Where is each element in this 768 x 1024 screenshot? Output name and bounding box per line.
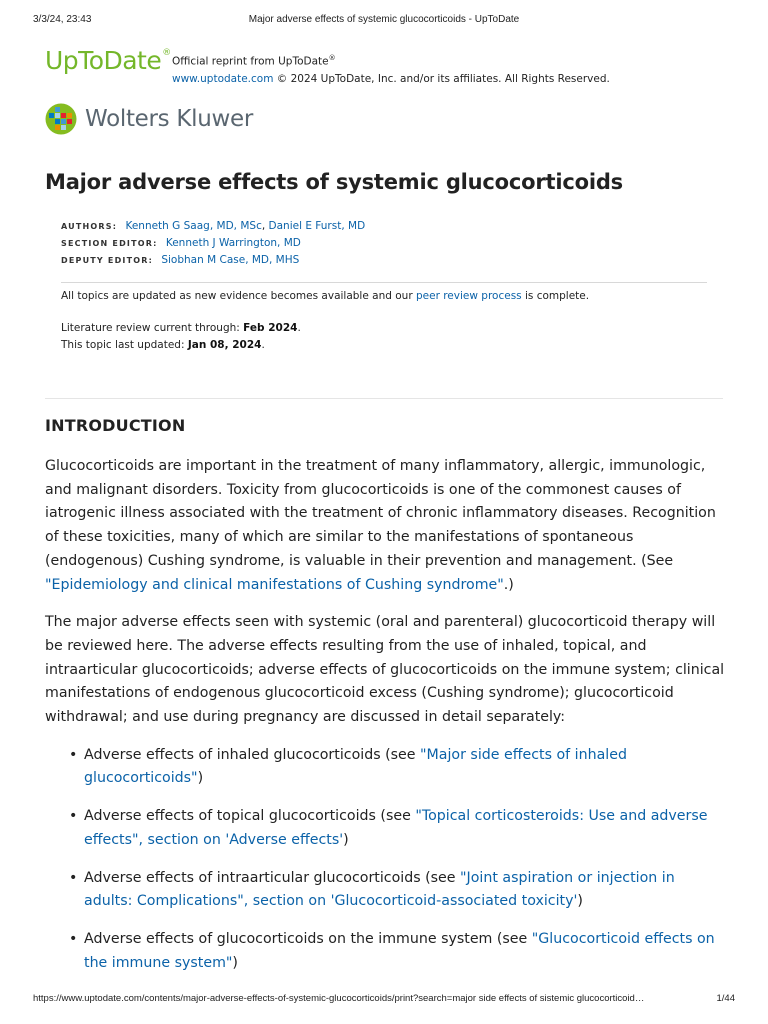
list-item-text: Adverse effects of inhaled glucocorticoids (see bbox=[84, 746, 420, 763]
introduction-content bbox=[45, 455, 725, 989]
topical-corticosteroids-link[interactable]: "Topical corticosteroids: Use and adverse effects", section on 'Adverse effects' bbox=[84, 808, 708, 848]
list-item bbox=[45, 805, 725, 852]
paragraph-text-end: .) bbox=[503, 576, 514, 593]
print-page-number: 1/44 bbox=[716, 993, 735, 1004]
section-divider bbox=[45, 398, 723, 399]
list-item-text: Adverse effects of intraarticular glucocorticoids (see bbox=[84, 869, 461, 886]
related-topics-list bbox=[45, 744, 725, 976]
deputy-editor-row bbox=[61, 252, 365, 269]
section-editor-row bbox=[61, 235, 365, 252]
print-url: https://www.uptodate.com/contents/major-adverse-effects-of-systemic-glucocorticoids/print?search=major side effects of sistemic glucocorticoid… bbox=[33, 993, 645, 1004]
lit-review-label: Literature review current through: bbox=[61, 322, 244, 334]
uptodate-logo-text: UpToDate bbox=[45, 46, 162, 75]
print-datetime: 3/3/24, 23:43 bbox=[33, 14, 92, 25]
author-link[interactable]: Daniel E Furst, MD bbox=[268, 220, 366, 232]
copyright-text: © 2024 UpToDate, Inc. and/or its affiliates. All Rights Reserved. bbox=[273, 72, 610, 85]
reprint-notice bbox=[172, 50, 610, 88]
scope-paragraph: The major adverse effects seen with systemic (oral and parenteral) glucocorticoid therapy will be reviewed here. The adverse effects resulting from the use of inhaled, topical, and intraarticular glucocorticoids; adverse effects of glucocorticoids on the immune system; clinical manifestations of endogenous glucocorticoid excess (Cushing syndrome); glucocorticoid withdrawal; and use during pregnancy are discussed in detail separately: bbox=[45, 614, 725, 726]
last-updated-label: This topic last updated: bbox=[61, 339, 188, 351]
authors-row bbox=[61, 218, 365, 235]
lit-review-date: Feb 2024 bbox=[243, 322, 298, 334]
author-separator: , bbox=[261, 220, 269, 232]
period: . bbox=[261, 339, 265, 351]
deputy-editor-label: DEPUTY EDITOR: bbox=[61, 256, 153, 265]
wolters-kluwer-logo[interactable] bbox=[45, 104, 253, 134]
bullet: • bbox=[69, 869, 78, 886]
cushing-syndrome-link[interactable]: "Epidemiology and clinical manifestations of Cushing syndrome" bbox=[45, 576, 504, 593]
divider bbox=[61, 282, 707, 283]
list-item-end: ) bbox=[343, 831, 349, 848]
article-meta bbox=[61, 218, 365, 269]
section-heading-introduction: INTRODUCTION bbox=[45, 416, 186, 435]
list-item-end: ) bbox=[197, 770, 204, 787]
authors-label: AUTHORS: bbox=[61, 222, 118, 231]
list-item bbox=[45, 928, 725, 975]
bullet: • bbox=[69, 930, 78, 947]
list-item-end: ) bbox=[232, 954, 238, 971]
list-item-text: Adverse effects of glucocorticoids on the immune system (see bbox=[84, 930, 532, 947]
print-page-title: Major adverse effects of systemic glucocorticoids - UpToDate bbox=[248, 14, 520, 25]
uptodate-logo[interactable] bbox=[45, 46, 171, 75]
reprint-registered-mark: ® bbox=[328, 54, 336, 62]
print-header bbox=[33, 14, 735, 28]
joint-aspiration-link[interactable]: "Joint aspiration or injection in adults: Complications", section on 'Glucocorticoid-associated toxicity' bbox=[84, 869, 675, 910]
deputy-editor-link[interactable]: Siobhan M Case, MD, MHS bbox=[161, 254, 300, 266]
wolters-kluwer-text: Wolters Kluwer bbox=[85, 106, 254, 132]
uptodate-site-link[interactable]: www.uptodate.com bbox=[172, 72, 274, 85]
peer-review-link[interactable]: peer review process bbox=[415, 290, 522, 302]
list-item bbox=[45, 744, 725, 791]
inhaled-glucocorticoids-link[interactable]: "Major side effects of inhaled glucocorticoids" bbox=[84, 746, 627, 787]
page-title: Major adverse effects of systemic glucocorticoids bbox=[45, 170, 623, 194]
bullet: • bbox=[69, 746, 78, 763]
update-notice bbox=[61, 290, 589, 302]
notice-text: All topics are updated as new evidence becomes available and our bbox=[61, 290, 416, 302]
print-footer bbox=[33, 993, 735, 1007]
intro-paragraph bbox=[45, 455, 725, 597]
registered-mark: ® bbox=[162, 48, 171, 58]
list-item-end: ) bbox=[577, 893, 583, 910]
section-editor-label: SECTION EDITOR: bbox=[61, 239, 158, 248]
bullet: • bbox=[69, 808, 78, 825]
last-updated-date: Jan 08, 2024 bbox=[187, 339, 262, 351]
paragraph-text: Glucocorticoids are important in the treatment of many inflammatory, allergic, immunologic, and malignant disorders. Toxicity from glucocorticoids is one of the commonest causes of iatrogenic illness associated with the treatment of chronic inflammatory diseases. Recognition of these toxicities, many of which are similar to the manifestations of spontaneous (endogenous) Cushing syndrome, is valuable in their prevention and management. (See bbox=[45, 458, 716, 569]
notice-text-end: is complete. bbox=[521, 290, 590, 302]
review-dates bbox=[61, 320, 301, 354]
immune-system-effects-link[interactable]: "Glucocorticoid effects on the immune system" bbox=[84, 930, 715, 971]
list-item-text: Adverse effects of topical glucocorticoids (see bbox=[84, 808, 416, 825]
section-editor-link[interactable]: Kenneth J Warrington, MD bbox=[165, 237, 301, 249]
list-item bbox=[45, 867, 725, 914]
author-link[interactable]: Kenneth G Saag, MD, MSc bbox=[125, 220, 262, 232]
period: . bbox=[297, 322, 301, 334]
wolters-kluwer-mosaic-icon bbox=[45, 103, 77, 135]
reprint-line: Official reprint from UpToDate bbox=[172, 55, 329, 68]
